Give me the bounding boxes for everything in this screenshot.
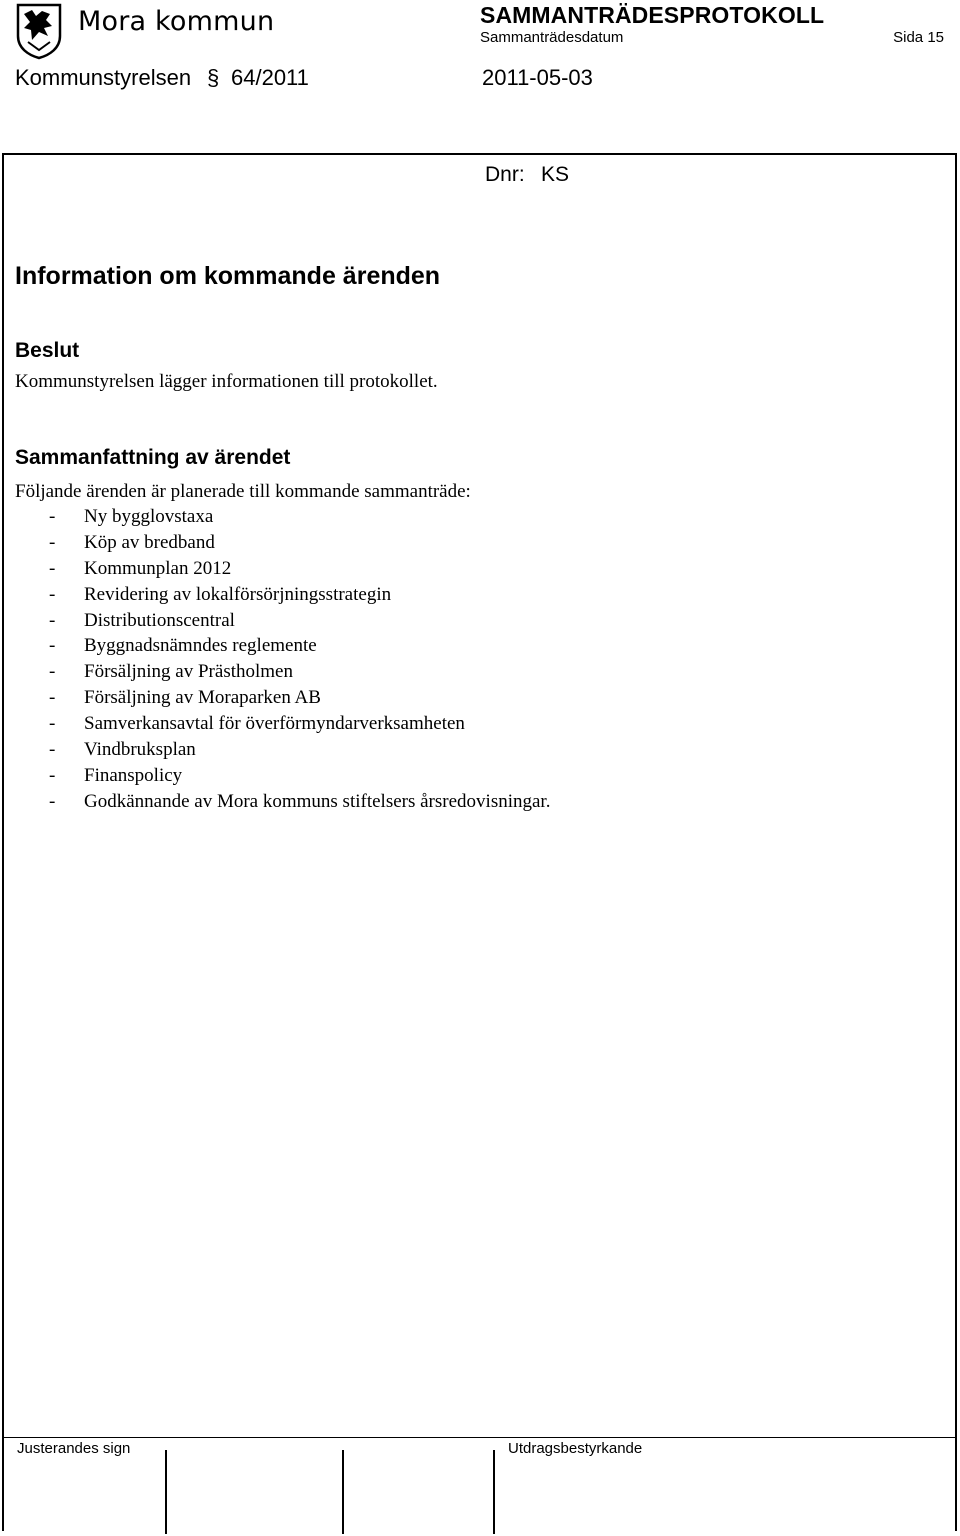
list-item	[49, 530, 550, 556]
decision-heading: Beslut	[15, 339, 80, 362]
upcoming-matters-list	[49, 504, 550, 815]
footer-divider	[2, 1437, 957, 1438]
paragraph-sign: §	[207, 65, 220, 90]
signature-box-divider	[165, 1450, 167, 1534]
list-dash: -	[49, 531, 56, 553]
meeting-date: 2011-05-03	[482, 65, 593, 90]
list-item	[49, 633, 550, 659]
list-item	[49, 556, 550, 582]
list-item-text: Försäljning av Prästholmen	[84, 661, 293, 683]
list-item-text: Godkännande av Mora kommuns stiftelsers årsredovisningar.	[84, 790, 551, 812]
list-dash: -	[49, 713, 56, 735]
list-item-text: Ny bygglovstaxa	[84, 506, 214, 527]
committee-name: Kommunstyrelsen	[15, 65, 192, 90]
brand-name: Mora kommun	[78, 6, 275, 37]
decision-text: Kommunstyrelsen lägger informationen till protokollet.	[15, 371, 438, 392]
municipality-crest-icon	[14, 2, 64, 60]
summary-heading: Sammanfattning av ärendet	[15, 446, 291, 469]
meeting-date-label: Sammanträdesdatum	[480, 29, 624, 46]
list-dash: -	[49, 687, 56, 709]
list-item	[49, 685, 550, 711]
list-item-text: Vindbruksplan	[84, 739, 196, 761]
list-dash: -	[49, 635, 56, 657]
dnr-value: KS	[541, 163, 570, 186]
signature-box-divider	[493, 1450, 495, 1534]
list-item	[49, 582, 550, 608]
list-item-text: Kommunplan 2012	[84, 557, 232, 579]
extract-certification-label: Utdragsbestyrkande	[508, 1440, 643, 1457]
list-dash: -	[49, 609, 56, 631]
list-item-text: Byggnadsnämndes reglemente	[84, 635, 317, 657]
list-item	[49, 608, 550, 634]
list-item	[49, 504, 550, 530]
content-frame	[2, 153, 957, 1531]
document-title: Information om kommande ärenden	[15, 262, 441, 290]
list-item-text: Försäljning av Moraparken AB	[84, 687, 321, 709]
list-dash: -	[49, 583, 56, 605]
list-item	[49, 763, 550, 789]
list-item-text: Finanspolicy	[84, 764, 183, 786]
list-dash: -	[49, 661, 56, 683]
list-dash: -	[49, 739, 56, 761]
paragraph-number: 64/2011	[231, 65, 309, 90]
list-item-text: Köp av bredband	[84, 531, 215, 553]
page-number: Sida 15	[893, 29, 944, 46]
protocol-title: SAMMANTRÄDESPROTOKOLL	[480, 2, 825, 28]
dnr-label: Dnr:	[485, 163, 525, 186]
list-dash: -	[49, 790, 56, 812]
list-item	[49, 711, 550, 737]
list-item-text: Distributionscentral	[84, 609, 235, 631]
list-item-text: Samverkansavtal för överförmyndarverksamheten	[84, 713, 465, 735]
list-item	[49, 789, 550, 815]
adjuster-sign-label: Justerandes sign	[17, 1440, 131, 1457]
summary-intro: Följande ärenden är planerade till kommande sammanträde:	[15, 481, 471, 502]
list-dash: -	[49, 506, 56, 527]
list-item	[49, 737, 550, 763]
list-dash: -	[49, 557, 56, 579]
signature-box-divider	[342, 1450, 344, 1534]
list-dash: -	[49, 764, 56, 786]
list-item	[49, 659, 550, 685]
list-item-text: Revidering av lokalförsörjningsstrategin	[84, 583, 392, 605]
